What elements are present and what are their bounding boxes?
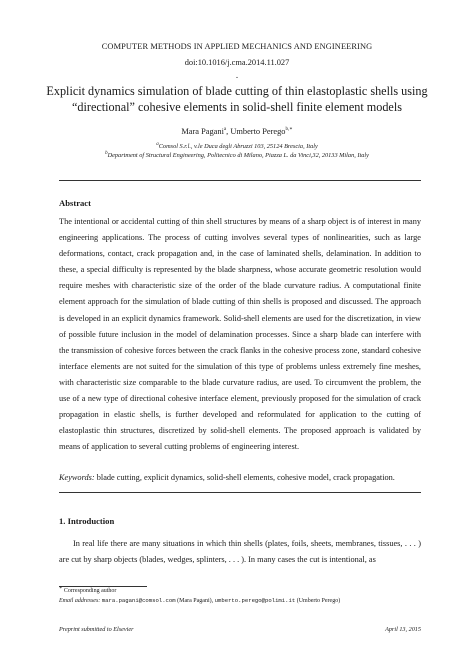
abstract-text: The intentional or accidental cutting of thin shell structures by means of a sharp object is of interest in many engineering applications. The process of cutting involves several types of nonlinearities, such as large deformations, contact, crack propagation and, in the case of laminated shells, delamination. In addition to these, a special difficulty is represented by the blade sharpness, whose accurate geometric resolution would require meshes with characteristic size of the order of the blade curvature radius. A computational finite element approach for the simulation of blade cutting of thin shells is proposed and discussed. The approach is developed in an explicit dynamics framework. Solid-shell elements are used for the discretization, in view of possible future inclusion in the model of delamination processes. Since a sharp blade can interfere with the transmission of cohesive forces between the crack flanks in the cohesive process zone, standard cohesive interface elements are not suited for the simulation of this type of problems unless extremely fine meshes, with characteristic size comparable to the blade curvature radius, are used. To circumvent the problem, the use of a new type of directional cohesive interface element, previously proposed for the simulation of crack propagation in elastic shells, is further developed and reformulated for application to the cutting of elastoplastic thin structures, discretized by solid-shell elements. The proposed approach is validated by means of application to several cutting problems of engineering interest. bbox=[59, 217, 421, 452]
email-2-owner: (Umberto Perego) bbox=[295, 598, 341, 604]
separator-dot: . bbox=[235, 70, 239, 80]
email-link-2[interactable]: umberto.perego@polimi.it bbox=[214, 597, 296, 604]
author-2-affil-mark: b,∗ bbox=[285, 127, 293, 133]
footnote-corresponding-text: Corresponding author bbox=[63, 588, 117, 594]
journal-name: COMPUTER METHODS IN APPLIED MECHANICS AND ENGINEERING bbox=[101, 42, 373, 51]
affiliation-2-mark: b bbox=[105, 150, 108, 156]
abstract-heading: Abstract bbox=[59, 198, 91, 208]
doi: doi:10.1016/j.cma.2014.11.027 bbox=[184, 58, 290, 67]
affiliation-1-mark: a bbox=[156, 141, 159, 147]
title-line-2: “directional” cohesive elements in solid-shell finite element models bbox=[72, 99, 402, 114]
authors bbox=[0, 127, 474, 136]
affiliation-2 bbox=[0, 152, 474, 159]
email-link-1[interactable]: mara.pagani@comsol.com bbox=[101, 597, 176, 604]
abstract-top-rule bbox=[59, 180, 421, 181]
introduction-text: In real life there are many situations in which thin shells (plates, foils, sheets, membranes, tissues, . . . ) are cut by sharp objects (blades, wedges, splinters, . . . ). In many cases the cut is intentional, as bbox=[59, 539, 421, 565]
email-1-owner: (Mara Pagani), bbox=[175, 598, 215, 604]
author-separator: , bbox=[226, 127, 231, 136]
affiliation-1 bbox=[0, 143, 474, 150]
email-label: Email addresses: bbox=[59, 598, 101, 604]
section-heading-introduction: 1. Introduction bbox=[59, 516, 115, 526]
affiliation-1-text: Comsol S.r.l., v.le Duca degli Abruzzi 103, 25124 Brescia, Italy bbox=[158, 143, 318, 150]
keywords-list: blade cutting, explicit dynamics, solid-shell elements, cohesive model, crack propagation. bbox=[96, 473, 395, 482]
abstract-bottom-rule bbox=[59, 492, 421, 493]
footnote-emails bbox=[59, 597, 421, 604]
author-2: Umberto Perego bbox=[230, 127, 286, 136]
keywords bbox=[59, 473, 421, 482]
footer-date: April 13, 2015 bbox=[385, 626, 421, 633]
footer-preprint: Preprint submitted to Elsevier bbox=[59, 626, 134, 633]
author-1: Mara Pagani bbox=[181, 127, 224, 136]
affiliation-2-text: Department of Structural Engineering, Politecnico di Milano, Piazza L. da Vinci,32, 20133 Milan, Italy bbox=[107, 152, 369, 159]
footnote-rule bbox=[59, 586, 147, 587]
paper-title bbox=[0, 84, 474, 115]
footnote-star: ∗ bbox=[59, 586, 63, 591]
author-1-affil-mark: a bbox=[223, 127, 227, 133]
title-line-1: Explicit dynamics simulation of blade cutting of thin elastoplastic shells using bbox=[46, 84, 428, 98]
footnote-corresponding bbox=[59, 588, 421, 594]
keywords-label: Keywords: bbox=[59, 473, 95, 482]
